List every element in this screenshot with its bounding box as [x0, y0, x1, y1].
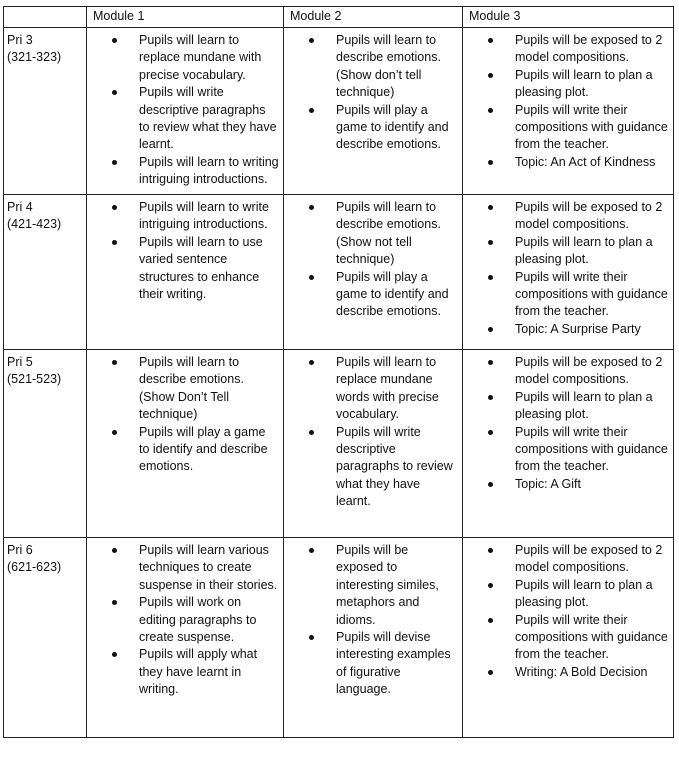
list-item: Writing: A Bold Decision	[515, 664, 669, 681]
module-3-cell	[463, 538, 674, 738]
header-module-1: Module 1	[87, 7, 284, 28]
list-item: Pupils will learn to plan a pleasing plot.	[515, 389, 669, 424]
table-row-pri-3	[4, 28, 674, 195]
list-item: Pupils will be exposed to 2 model compositions.	[515, 354, 669, 389]
row-level: Pri 6	[7, 543, 33, 557]
module-3-cell	[463, 195, 674, 350]
bullet-list	[463, 199, 669, 338]
list-item: Pupils will learn to plan a pleasing plot.	[515, 234, 669, 269]
list-item: Pupils will write their compositions with guidance from the teacher.	[515, 102, 669, 154]
header-row	[4, 7, 674, 28]
list-item: Pupils will write descriptive paragraphs to review what they have learnt.	[336, 424, 458, 511]
module-3-cell	[463, 350, 674, 538]
bullet-list	[463, 32, 669, 171]
bullet-list	[87, 542, 279, 699]
module-1-cell	[87, 28, 284, 195]
bullet-list	[463, 354, 669, 493]
list-item: Pupils will learn to replace mundane words with precise vocabulary.	[336, 354, 458, 424]
header-module-2: Module 2	[284, 7, 463, 28]
bullet-list	[87, 354, 279, 476]
list-item: Pupils will learn to describe emotions. (Show don’t tell technique)	[336, 32, 458, 102]
row-classes: (421-423)	[7, 217, 62, 231]
table-row-pri-5	[4, 350, 674, 538]
list-item: Pupils will be exposed to interesting similes, metaphors and idioms.	[336, 542, 458, 629]
list-item: Pupils will play a game to identify and describe emotions.	[336, 102, 458, 154]
module-1-cell	[87, 538, 284, 738]
list-item: Pupils will apply what they have learnt in writing.	[139, 646, 279, 698]
bullet-list	[463, 542, 669, 681]
list-item: Pupils will write descriptive paragraphs to review what they have learnt.	[139, 84, 279, 154]
list-item: Pupils will be exposed to 2 model compositions.	[515, 199, 669, 234]
list-item: Pupils will work on editing paragraphs to create suspense.	[139, 594, 279, 646]
row-header	[4, 350, 87, 538]
list-item: Pupils will learn various techniques to create suspense in their stories.	[139, 542, 279, 594]
row-classes: (621-623)	[7, 560, 62, 574]
header-blank	[4, 7, 87, 28]
list-item: Topic: A Gift	[515, 476, 669, 493]
row-header	[4, 538, 87, 738]
list-item: Pupils will learn to use varied sentence structures to enhance their writing.	[139, 234, 279, 304]
list-item: Pupils will write their compositions with guidance from the teacher.	[515, 269, 669, 321]
list-item: Pupils will learn to write intriguing introductions.	[139, 199, 279, 234]
row-level: Pri 4	[7, 200, 33, 214]
list-item: Pupils will write their compositions with guidance from the teacher.	[515, 424, 669, 476]
list-item: Pupils will be exposed to 2 model compositions.	[515, 542, 669, 577]
list-item: Pupils will learn to writing intriguing introductions.	[139, 154, 279, 189]
list-item: Topic: An Act of Kindness	[515, 154, 669, 171]
bullet-list	[284, 32, 458, 154]
module-table	[3, 6, 674, 738]
header-module-3: Module 3	[463, 7, 674, 28]
module-2-cell	[284, 195, 463, 350]
module-2-cell	[284, 28, 463, 195]
row-level: Pri 3	[7, 33, 33, 47]
table-row-pri-6	[4, 538, 674, 738]
row-classes: (521-523)	[7, 372, 62, 386]
list-item: Pupils will write their compositions with guidance from the teacher.	[515, 612, 669, 664]
module-2-cell	[284, 538, 463, 738]
list-item: Pupils will be exposed to 2 model compositions.	[515, 32, 669, 67]
module-1-cell	[87, 195, 284, 350]
table-row-pri-4	[4, 195, 674, 350]
bullet-list	[87, 32, 279, 189]
bullet-list	[284, 199, 458, 321]
module-2-cell	[284, 350, 463, 538]
list-item: Pupils will learn to describe emotions. (Show Don’t Tell technique)	[139, 354, 279, 424]
row-classes: (321-323)	[7, 50, 62, 64]
list-item: Pupils will learn to replace mundane with precise vocabulary.	[139, 32, 279, 84]
module-3-cell	[463, 28, 674, 195]
row-header	[4, 195, 87, 350]
row-header	[4, 28, 87, 195]
list-item: Pupils will devise interesting examples of figurative language.	[336, 629, 458, 699]
row-level: Pri 5	[7, 355, 33, 369]
bullet-list	[284, 354, 458, 511]
bullet-list	[87, 199, 279, 303]
list-item: Pupils will play a game to identify and describe emotions.	[336, 269, 458, 321]
bullet-list	[284, 542, 458, 699]
list-item: Pupils will learn to plan a pleasing plot.	[515, 67, 669, 102]
module-1-cell	[87, 350, 284, 538]
list-item: Pupils will learn to plan a pleasing plot.	[515, 577, 669, 612]
list-item: Pupils will learn to describe emotions. (Show not tell technique)	[336, 199, 458, 269]
list-item: Pupils will play a game to identify and describe emotions.	[139, 424, 279, 476]
list-item: Topic: A Surprise Party	[515, 321, 669, 338]
